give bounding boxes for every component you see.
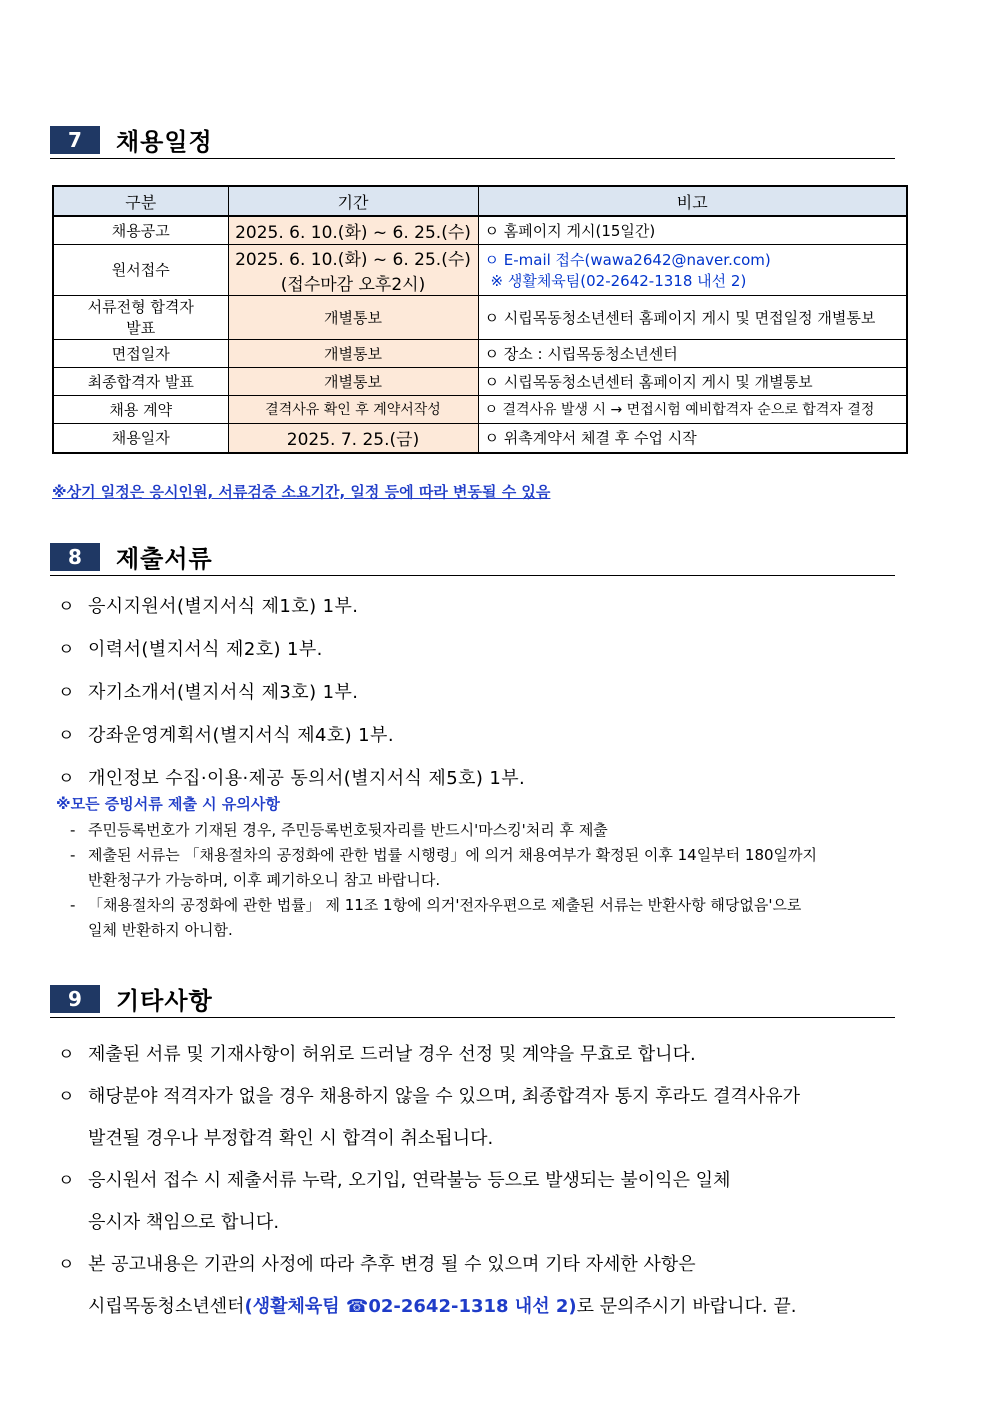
list-item: [58, 764, 525, 790]
document-label: 응시지원서(별지서식 제1호) 1부.: [88, 596, 359, 617]
table-row: [53, 216, 907, 244]
dash-icon: -: [70, 896, 76, 914]
section-title: 기타사항: [116, 987, 213, 1015]
header-period: 기간: [228, 186, 478, 216]
table-row: [53, 295, 907, 339]
row-category: [53, 295, 228, 339]
circle-bullet-icon: ㅇ: [58, 726, 75, 746]
row-category: 채용공고: [53, 216, 228, 244]
list-item: [58, 1076, 908, 1160]
list-item: [70, 893, 910, 943]
row-period: 개별통보: [228, 339, 478, 367]
list-item: [70, 818, 910, 843]
section-9-header: [50, 983, 895, 1018]
row-period: 2025. 7. 25.(금): [228, 423, 478, 453]
category-line: 발표: [126, 319, 156, 337]
row-period: 2025. 6. 10.(화) ~ 6. 25.(수): [228, 216, 478, 244]
etc-text: 제출된 서류 및 기재사항이 허위로 드러날 경우 선정 및 계약을 무효로 합니다.: [88, 1044, 696, 1065]
document-label: 강좌운영계획서(별지서식 제4호) 1부.: [88, 725, 394, 746]
header-category: 구분: [53, 186, 228, 216]
list-item: [58, 1160, 908, 1244]
section-title: 채용일정: [116, 128, 213, 156]
caution-list: [70, 818, 910, 943]
period-deadline: (접수마감 오후2시): [280, 274, 426, 295]
table-header-row: [53, 186, 907, 216]
row-remarks: ㅇ 위촉계약서 체결 후 수업 시작: [478, 423, 907, 453]
caution-title: ※모든 증빙서류 제출 시 유의사항: [56, 795, 280, 813]
email-remark: ㅇ E-mail 접수(wawa2642@naver.com): [484, 250, 771, 269]
etc-text: 응시원서 접수 시 제출서류 누락, 오기입, 연락불능 등으로 발생되는 불이익은 일체: [88, 1170, 731, 1191]
list-item: [58, 1244, 908, 1328]
etc-text-contact-line: [88, 1286, 797, 1328]
dash-icon: -: [70, 846, 76, 864]
section-7-header: [50, 124, 895, 159]
row-period: 개별통보: [228, 295, 478, 339]
list-item: [58, 1034, 908, 1076]
row-period: [228, 244, 478, 295]
circle-bullet-icon: ㅇ: [58, 1087, 75, 1107]
row-category: 채용일자: [53, 423, 228, 453]
schedule-note: ※상기 일정은 응시인원, 서류검증 소요기간, 일정 등에 따라 변동될 수 있음: [52, 483, 551, 501]
circle-bullet-icon: ㅇ: [58, 1255, 75, 1275]
etc-text: 발견될 경우나 부정합격 확인 시 합격이 취소됩니다.: [88, 1128, 494, 1149]
phone-remark: ※ 생활체육팀(02-2642-1318 내선 2): [490, 271, 747, 290]
section-number: 8: [50, 543, 100, 571]
caution-text: 주민등록번호가 기재된 경우, 주민등록번호뒷자리를 반드시'마스킹'처리 후 제출: [88, 821, 608, 839]
row-remarks: ㅇ 장소 : 시립목동청소년센터: [478, 339, 907, 367]
circle-bullet-icon: ㅇ: [58, 1171, 75, 1191]
list-item: [58, 678, 525, 704]
document-label: 개인정보 수집·이용·제공 동의서(별지서식 제5호) 1부.: [88, 768, 526, 789]
list-item: [58, 635, 525, 661]
list-item: [70, 843, 910, 893]
row-remarks: [478, 244, 907, 295]
table-row: [53, 244, 907, 295]
etc-text: 본 공고내용은 기관의 사정에 따라 추후 변경 될 수 있으며 기타 자세한 사항은: [88, 1254, 696, 1275]
caution-text: 제출된 서류는 「채용절차의 공정화에 관한 법률 시행령」에 의거 채용여부가 확정된 이후 14일부터 180일까지: [88, 846, 818, 864]
period-line: 2025. 6. 10.(화) ~ 6. 25.(수): [235, 249, 471, 270]
row-period: 결격사유 확인 후 계약서작성: [228, 395, 478, 423]
row-category: 최종합격자 발표: [53, 367, 228, 395]
document-label: 이력서(별지서식 제2호) 1부.: [88, 639, 323, 660]
circle-bullet-icon: ㅇ: [58, 769, 75, 789]
table-row: [53, 339, 907, 367]
section-number: 9: [50, 985, 100, 1013]
list-item: [58, 592, 525, 618]
row-category: 면접일자: [53, 339, 228, 367]
documents-list: [58, 592, 525, 790]
dash-icon: -: [70, 821, 76, 839]
etc-text: 해당분야 적격자가 없을 경우 채용하지 않을 수 있으며, 최종합격자 통지 후라도 결격사유가: [88, 1086, 801, 1107]
caution-text: 일체 반환하지 아니함.: [88, 921, 233, 939]
row-period: 개별통보: [228, 367, 478, 395]
table-row: [53, 423, 907, 453]
caution-text: 반환청구가 가능하며, 이후 폐기하오니 참고 바랍니다.: [88, 871, 441, 889]
etc-text: 응시자 책임으로 합니다.: [88, 1212, 280, 1233]
closing-text: 로 문의주시기 바랍니다. 끝.: [576, 1296, 797, 1317]
caution-text: 「채용절차의 공정화에 관한 법률」 제 11조 1항에 의거'전자우편으로 제출된 서류는 반환사항 해당없음'으로: [88, 896, 802, 914]
center-name: 시립목동청소년센터: [88, 1296, 245, 1317]
section-8-header: [50, 541, 895, 576]
table-row: [53, 395, 907, 423]
row-category: 채용 계약: [53, 395, 228, 423]
row-remarks: ㅇ 결격사유 발생 시 → 면접시험 예비합격자 순으로 합격자 결정: [478, 395, 907, 423]
etc-list: [58, 1034, 908, 1328]
category-line: 서류전형 합격자: [87, 298, 194, 316]
document-label: 자기소개서(별지서식 제3호) 1부.: [88, 682, 359, 703]
table-row: [53, 367, 907, 395]
circle-bullet-icon: ㅇ: [58, 597, 75, 617]
row-remarks: ㅇ 시립목동청소년센터 홈페이지 게시 및 개별통보: [478, 367, 907, 395]
circle-bullet-icon: ㅇ: [58, 1045, 75, 1065]
row-category: 원서접수: [53, 244, 228, 295]
row-remarks: ㅇ 홈페이지 게시(15일간): [478, 216, 907, 244]
header-remarks: 비고: [478, 186, 907, 216]
list-item: [58, 721, 525, 747]
contact-info: (생활체육팀 ☎02-2642-1318 내선 2): [244, 1296, 577, 1317]
row-remarks: ㅇ 시립목동청소년센터 홈페이지 게시 및 면접일정 개별통보: [478, 295, 907, 339]
schedule-table: [52, 185, 908, 454]
circle-bullet-icon: ㅇ: [58, 640, 75, 660]
circle-bullet-icon: ㅇ: [58, 683, 75, 703]
section-title: 제출서류: [116, 545, 213, 573]
section-number: 7: [50, 126, 100, 154]
